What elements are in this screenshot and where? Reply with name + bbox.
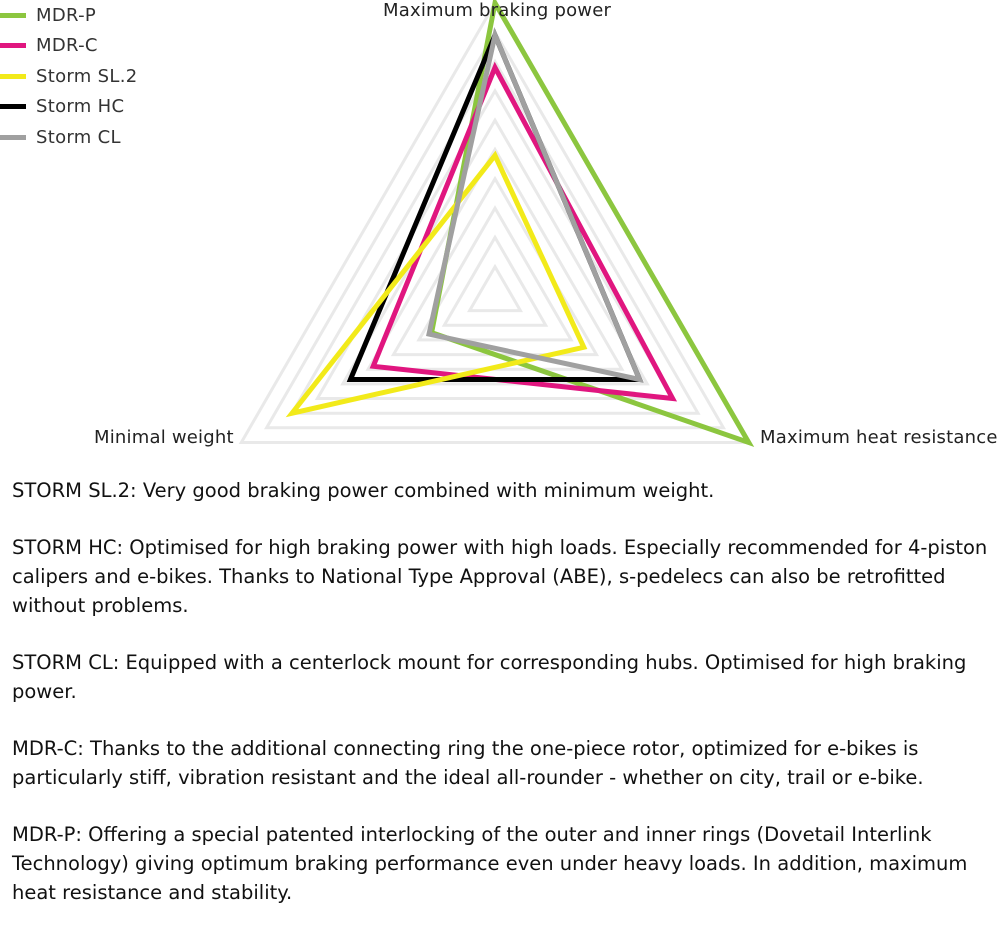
description-text: Offering a special patented interlocking of the outer and inner rings (Dovetail Interlink Technology) giving optimum braking performance even under heavy loads. In addition, maximum heat resistance and stability. — [12, 823, 968, 904]
descriptions — [12, 476, 992, 935]
legend-label: MDR-P — [36, 4, 97, 26]
legend-item — [0, 0, 137, 31]
description-text: Thanks to the additional connecting ring the one-piece rotor, optimized for e-bikes is particularly stiff, vibration resistant and the ideal all-rounder - whether on city, trail or e-bike. — [12, 737, 924, 789]
axis-label-braking: Maximum braking power — [383, 0, 612, 21]
grid-ring — [470, 267, 521, 311]
legend-item — [0, 61, 137, 92]
legend-swatch — [0, 43, 26, 48]
description-storm-cl — [12, 648, 992, 706]
description-title: MDR-C: — [12, 737, 84, 760]
legend-swatch — [0, 135, 26, 140]
legend — [0, 0, 137, 153]
description-text: Equipped with a centerlock mount for corresponding hubs. Optimised for high braking power. — [12, 651, 967, 703]
legend-swatch — [0, 74, 26, 79]
grid-ring — [368, 150, 622, 370]
legend-label: MDR-C — [36, 35, 98, 57]
description-text: Very good braking power combined with minimum weight. — [136, 479, 715, 502]
description-title: STORM CL: — [12, 651, 120, 674]
grid-ring — [444, 237, 545, 325]
legend-item — [0, 31, 137, 62]
legend-swatch — [0, 104, 26, 109]
legend-label: Storm HC — [36, 96, 125, 118]
description-text: Optimised for high braking power with high loads. Especially recommended for 4-piston calipers and e-bikes. Thanks to National Type Approval (ABE), s-pedelecs can also be retrofitted without problems. — [12, 536, 988, 617]
description-mdr-p — [12, 820, 992, 907]
description-storm-hc — [12, 533, 992, 620]
legend-swatch — [0, 13, 26, 18]
legend-label: Storm CL — [36, 126, 121, 148]
legend-item — [0, 122, 137, 153]
axis-label-weight: Minimal weight — [94, 427, 234, 448]
legend-item — [0, 92, 137, 123]
description-title: MDR-P: — [12, 823, 82, 846]
legend-label: Storm SL.2 — [36, 65, 138, 87]
axis-label-heat: Maximum heat resistance — [760, 427, 998, 448]
description-title: STORM SL.2: — [12, 479, 137, 502]
description-title: STORM HC: — [12, 536, 124, 559]
description-mdr-c — [12, 734, 992, 792]
description-storm-sl2 — [12, 476, 992, 505]
